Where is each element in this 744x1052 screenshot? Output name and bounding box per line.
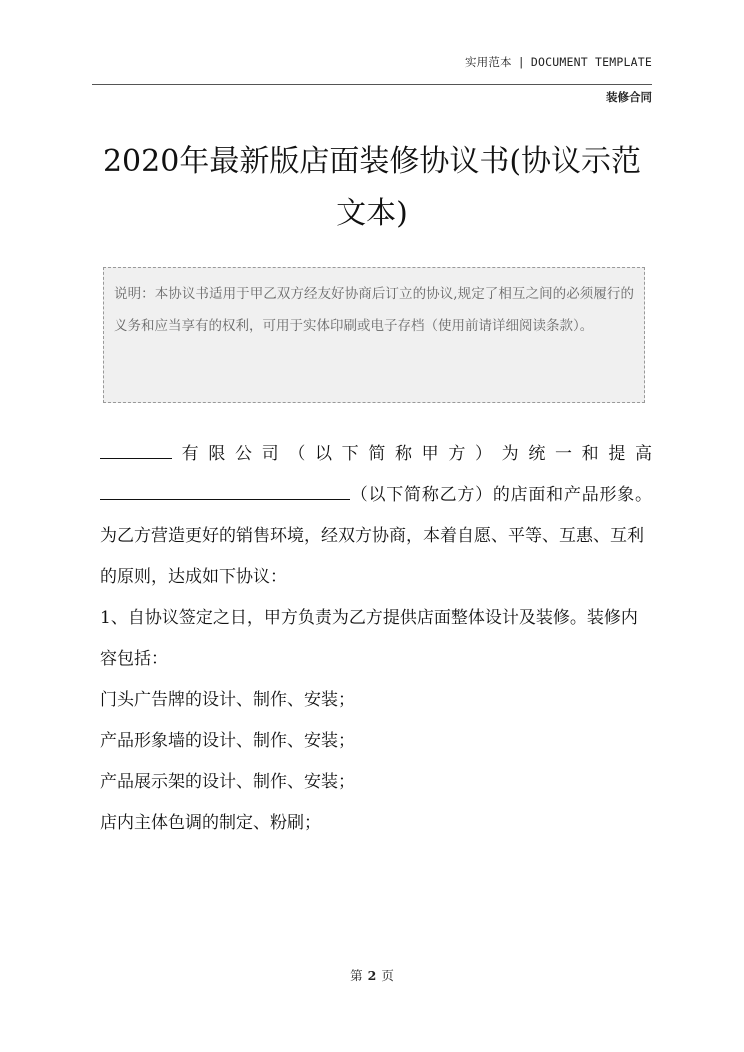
header-separator: |: [517, 55, 525, 69]
party-b-text: （以下简称乙方）的店面和产品形象。: [350, 485, 652, 505]
header-divider: [92, 84, 652, 85]
page-prefix: 第: [350, 968, 363, 983]
page-number: 2: [367, 968, 377, 983]
list-item: 产品形象墙的设计、制作、安装；: [100, 731, 355, 751]
clause-1: 1、自协议签定之日，甲方负责为乙方提供店面整体设计及装修。装修内容包括：: [100, 608, 638, 669]
page-suffix: 页: [381, 968, 394, 983]
party-a-blank: [100, 434, 172, 459]
header-category: 装修合同: [606, 90, 652, 104]
document-title: 2020年最新版店面装修协议书(协议示范文本): [102, 144, 642, 231]
party-a-text: 有限公司（以下简称甲方）为统一和提高: [172, 444, 652, 464]
page-footer: [0, 966, 744, 984]
header-template-label: DOCUMENT TEMPLATE: [530, 55, 652, 69]
document-body: [100, 434, 652, 844]
document-header: [465, 54, 652, 70]
party-b-blank: [100, 475, 350, 500]
usage-note-text: 说明：本协议书适用于甲乙双方经友好协商后订立的协议,规定了相互之间的必须履行的义务和应当享有的权利，可用于实体印刷或电子存档（使用前请详细阅读条款）。: [114, 286, 634, 334]
usage-note-box: [103, 267, 645, 403]
list-item: 店内主体色调的制定、粉刷；: [100, 813, 321, 833]
party-b-line: [100, 475, 652, 516]
party-a-line: [100, 434, 652, 475]
intro-paragraph: 为乙方营造更好的销售环境，经双方协商，本着自愿、平等、互惠、互利的原则，达成如下协议：: [100, 526, 644, 587]
header-label: 实用范本: [464, 55, 512, 69]
list-item: 门头广告牌的设计、制作、安装；: [100, 690, 355, 710]
list-item: 产品展示架的设计、制作、安装；: [100, 772, 355, 792]
